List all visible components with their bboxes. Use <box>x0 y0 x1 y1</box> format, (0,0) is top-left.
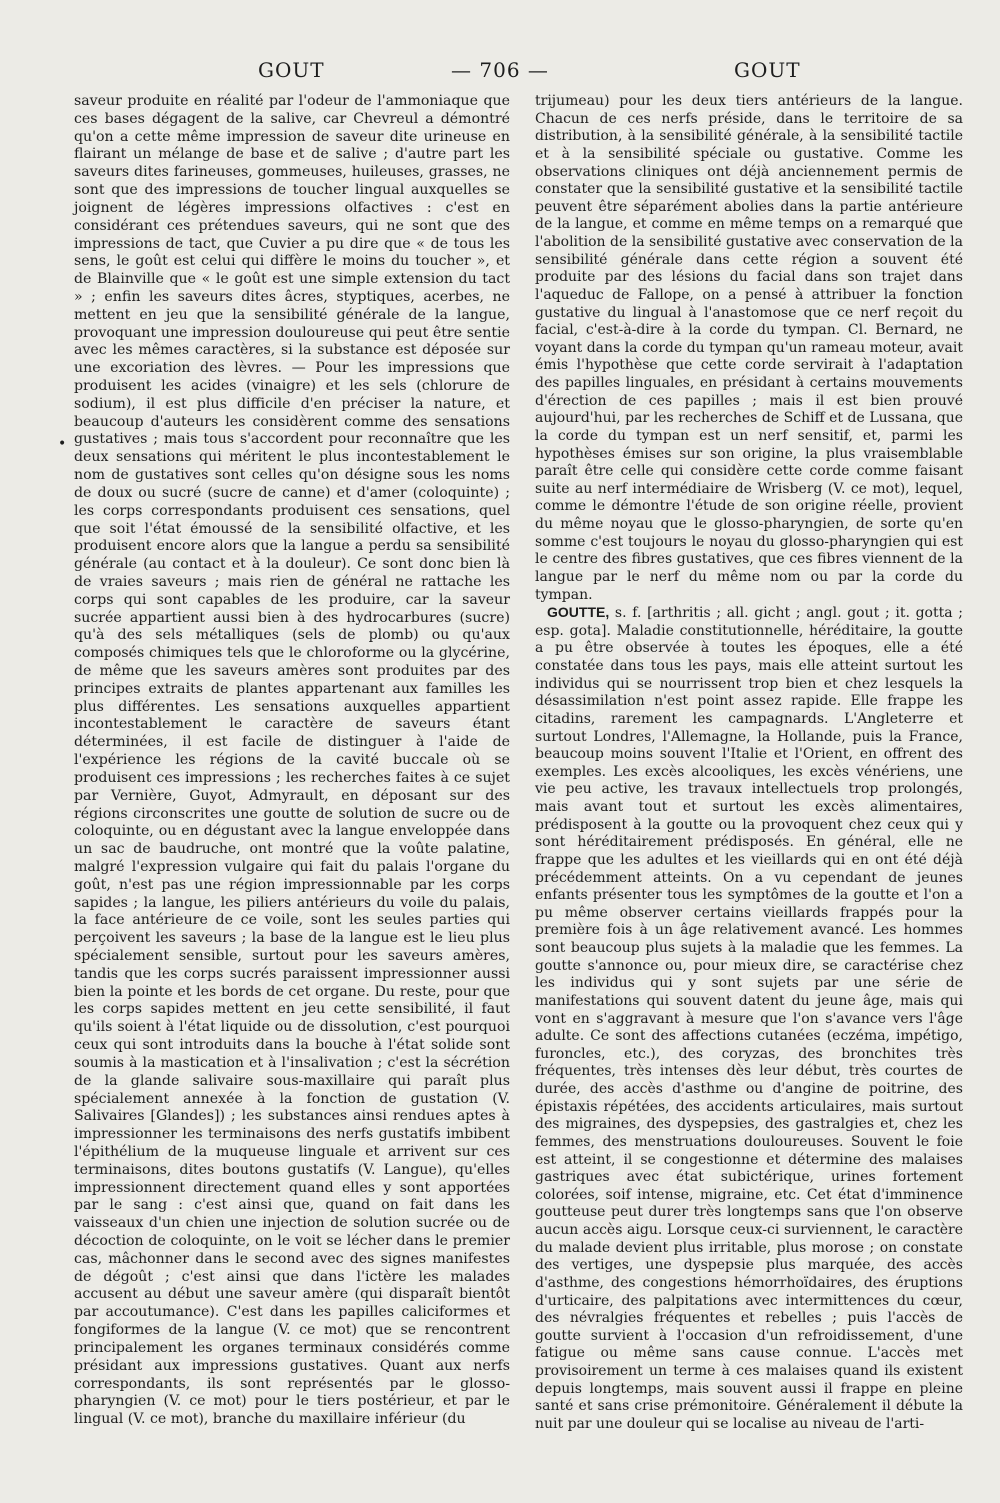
entry-headword: GOUTTE, <box>547 604 610 621</box>
running-header <box>0 58 1000 88</box>
header-left-title: GOUT <box>258 58 325 82</box>
left-column <box>74 93 510 1429</box>
page-number: — 706 — <box>451 58 549 82</box>
right-column-continuation: trijumeau) pour les deux tiers antérieurs de la langue. Chacun de ces nerfs préside, dans le territoire de sa distribution, à la sensibilité générale, à la sensibilité tactile et à la sensibilité spéciale ou gustative. Comme les observations cliniques ont déjà anciennement permis de constater que la sensibilité gustative et la sensibilité tactile peuvent être séparément abolies dans la partie antérieure de la langue, et comme en même temps on a remarqué que l'abolition de la sensibilité gustative avec conservation de la sensibilité générale dans cette région a souvent été produite par des lésions du facial dans son trajet dans l'aqueduc de Fallope, on a pensé à attribuer la fonction gustative du lingual à l'anastomose que ce nerf reçoit du facial, c'est-à-dire à la corde du tympan. Cl. Bernard, ne voyant dans la corde du tympan qu'un rameau moteur, avait émis l'hypothèse que cette corde servirait à l'adaptation des papilles linguales, en présidant à certains mouvements d'érection de ces papilles ; mais il est bien prouvé aujourd'hui, par les recherches de Schiff et de Lussana, que la corde du tympan est un nerf sensitif, et, parmi les hypothèses émises sur son origine, la plus vraisemblable paraît être celle qui considère cette corde comme faisant suite au nerf intermédiaire de Wrisberg (V. ce mot), lequel, comme le démontre l'étude de son origine réelle, provient du même noyau que le glosso-pharyngien, de sorte qu'en somme c'est toujours le noyau du glosso-pharyngien qui est le centre des fibres gustatives, que ces fibres viennent de la langue par le nerf du même nom ou par la corde du tympan. <box>535 93 963 603</box>
header-right-title: GOUT <box>734 58 801 82</box>
right-column <box>535 93 963 1434</box>
entry-body: s. f. [arthritis ; all. gicht ; angl. gout ; it. gotta ; esp. gota]. Maladie constitutionnelle, héréditaire, la goutte a pu être observée à toutes les époques, elle a été constatée dans tous les pays, mais elle atteint surtout les individus qui se nourrissent trop bien et chez lesquels la désassimilation n'est point assez rapide. Elle frappe les citadins, rarement les campagnards. L'Angleterre et surtout Londres, l'Allemagne, la Hollande, puis la France, beaucoup moins souvent l'Italie et l'Orient, en offrent des exemples. Les excès alcooliques, les excès vénériens, une vie peu active, les travaux intellectuels trop prolongés, mais avant tout et surtout les excès alimentaires, prédisposent à la goutte ou la provoquent chez ceux qui y sont héréditairement prédisposés. En général, elle ne frappe que les adultes et les vieillards qui en ont été déjà précédemment atteints. On a vu cependant de jeunes enfants présenter tous les symptômes de la goutte et l'on a pu même observer certains vieillards frappés pour la première fois à un âge relativement avancé. Les hommes sont beaucoup plus sujets à la maladie que les femmes. La goutte s'annonce ou, pour mieux dire, se caractérise chez les individus qui y sont sujets par une série de manifestations qui souvent datent du jeune âge, mais qui vont en s'aggravant à mesure que l'on s'avance vers l'âge adulte. Ce sont des affections cutanées (eczéma, impétigo, furoncles, etc.), des coryzas, des bronchites très fréquentes, très intenses dès leur début, très courtes de durée, des accès d'asthme ou d'angine de poitrine, des épistaxis répétées, des accidents articulaires, mais surtout des migraines, des dyspepsies, des gastralgies et, chez les femmes, des menstruations douloureuses. Souvent le foie est atteint, il se congestionne et détermine des malaises gastriques avec état subictérique, urines fortement colorées, soif intense, migraine, etc. Cet état d'imminence goutteuse peut durer très longtemps sans que l'on observe aucun accès aigu. Lorsque ceux-ci surviennent, le caractère du malade devient plus irritable, plus morose ; on constate des vertiges, une dyspepsie plus marquée, des accès d'asthme, des congestions hémorrhoïdaires, des éruptions d'urticaire, des palpitations avec intermittences du cœur, des névralgies fréquentes et rebelles ; puis l'accès de goutte survient à l'occasion d'un refroidissement, d'une fatigue ou même sans cause connue. L'accès met provisoirement un terme à ces malaises quand ils existent depuis longtemps, mais souvent aussi il frappe en pleine santé et sans crise prémonitoire. Généralement il débute la nuit par une douleur qui se localise au niveau de l'arti- <box>535 605 963 1432</box>
entry-goutte <box>535 604 963 1433</box>
margin-mark: • <box>58 436 67 452</box>
left-column-text: saveur produite en réalité par l'odeur de l'ammoniaque que ces bases dégagent de la salive, car Chevreul a démontré qu'on a cette même impression de saveur dite urineuse en flairant un mélange de base et de salive ; d'autre part les saveurs dites farineuses, gommeuses, huileuses, grasses, ne sont que des impressions de toucher lingual auxquelles se joignent de légères impressions olfactives : c'est en considérant ces prétendues saveurs, qui ne sont que des impressions de tact, que Cuvier a pu dire que « de tous les sens, le goût est celui qui diffère le moins du toucher », et de Blainville que « le goût est une simple extension du tact » ; enfin les saveurs dites âcres, styptiques, acerbes, ne mettent en jeu que la sensibilité générale de la langue, provoquant une impression douloureuse qui peut être sentie avec les mêmes caractères, si la substance est déposée sur une excoriation des lèvres. — Pour les impressions que produisent les acides (vinaigre) et les sels (chlorure de sodium), il est plus difficile d'en préciser la nature, et beaucoup d'auteurs les considèrent comme des sensations gustatives ; mais tous s'accordent pour reconnaître que les deux sensations qui méritent le plus incontestablement le nom de gustatives sont celles qu'on désigne sous les noms de doux ou sucré (sucre de canne) et d'amer (coloquinte) ; les corps correspondants produisent ces sensations, quel que soit l'état émoussé de la sensibilité olfactive, et les produisent encore alors que la langue a perdu sa sensibilité générale (au contact et à la douleur). Ce sont donc bien là de vraies saveurs ; mais rien de général ne rattache les corps qui sont capables de les produire, car la saveur sucrée appartient aussi bien à des hydrocarbures (sucre) qu'à des sels métalliques (sels de plomb) ou qu'aux composés chimiques tels que le chloroforme ou la glycérine, de même que les saveurs amères sont produites par des principes extraits de plantes appartenant aux familles les plus différentes. Les sensations auxquelles appartient incontestablement le caractère de saveurs étant déterminées, il est facile de distinguer à l'aide de l'expérience les régions de la cavité buccale où se produisent ces impressions ; les recherches faites à ce sujet par Vernière, Guyot, Admyrault, en déposant sur des régions circonscrites une goutte de solution de sucre ou de coloquinte, ou en dégustant avec la langue enveloppée dans un sac de baudruche, ont montré que la voûte palatine, malgré l'expression vulgaire qui fait du palais l'organe du goût, n'est pas une région impressionnable par les corps sapides ; la langue, les piliers antérieurs du voile du palais, la face antérieure de ce voile, sont les seules parties qui perçoivent les saveurs ; la base de la langue est le lieu plus spécialement sensible, surtout pour les saveurs amères, tandis que les corps sucrés paraissent impressionner aussi bien la pointe et les bords de cet organe. Du reste, pour que les corps sapides mettent en jeu cette sensibilité, il faut qu'ils soient à l'état liquide ou de dissolution, c'est pourquoi ceux qui sont introduits dans la bouche à l'état solide sont soumis à la mastication et à l'insalivation ; c'est la sécrétion de la glande salivaire sous-maxillaire qui paraît plus spécialement annexée à la fonction de gustation (V. Salivaires [Glandes]) ; les substances ainsi rendues aptes à impressionner les terminaisons des nerfs gustatifs imbibent l'épithélium de la muqueuse linguale et arrivent sur ces terminaisons, dites boutons gustatifs (V. Langue), qu'elles impressionnent directement quand elles y sont apportées par le sang : c'est ainsi que, quand on fait dans les vaisseaux d'un chien une injection de solution sucrée ou de décoction de coloquinte, on le voit se lécher dans le premier cas, mâchonner dans le second avec des signes manifestes de dégoût ; c'est ainsi que dans l'ictère les malades accusent au début une saveur amère (qui disparaît bientôt par accoutumance). C'est dans les papilles caliciformes et fongiformes de la langue (V. ce mot) que se rencontrent principalement les organes terminaux considérés comme présidant aux impressions gustatives. Quant aux nerfs correspondants, ils sont représentés par le glosso-pharyngien (V. ce mot) pour le tiers postérieur, et par le lingual (V. ce mot), branche du maxillaire inférieur (du <box>74 93 510 1428</box>
